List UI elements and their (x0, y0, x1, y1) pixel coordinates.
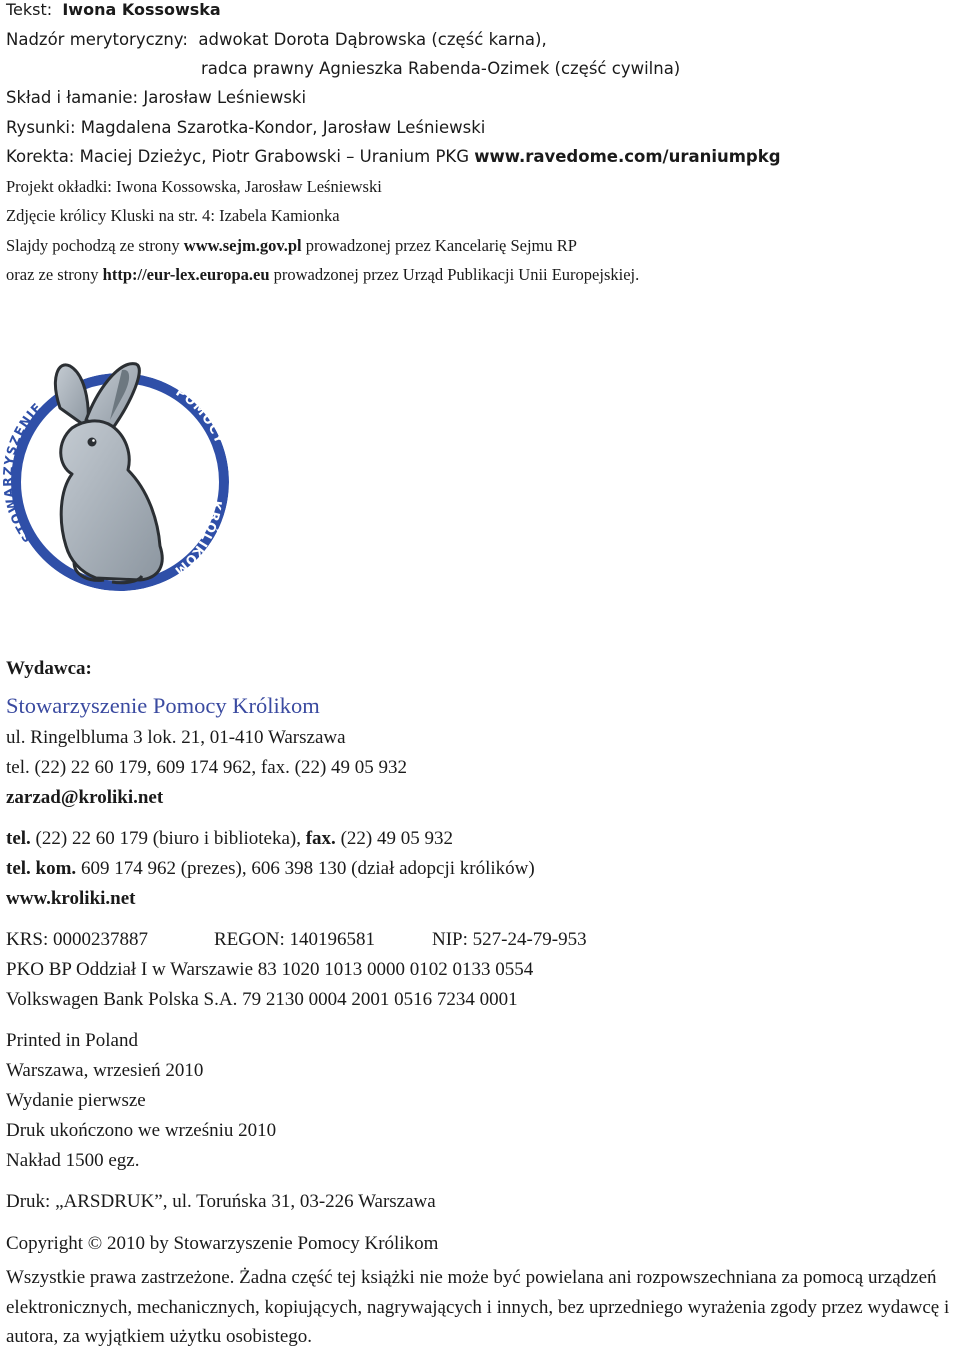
tel-value: (22) 22 60 179 (biuro i biblioteka), (35, 828, 301, 849)
logo-text-top: POMOCY (173, 383, 228, 447)
mobile-label: tel. kom. (6, 858, 77, 879)
fax-value: (22) 49 05 932 (340, 828, 453, 849)
credit-cover: Projekt okładki: Iwona Kossowska, Jarosław Leśniewski (6, 177, 382, 196)
credit-slides-2 (6, 265, 639, 285)
rabbit-icon (55, 364, 162, 583)
credit-layout: Skład i łamanie: Jarosław Leśniewski (6, 88, 307, 107)
credit-text (6, 0, 221, 19)
credit-drawings: Rysunki: Magdalena Szarotka-Kondor, Jarosław Leśniewski (6, 118, 486, 137)
credit-photo: Zdjęcie królicy Kluski na str. 4: Izabela Kamionka (6, 206, 340, 225)
publisher-name: Stowarzyszenie Pomocy Królikom (6, 693, 320, 718)
credit-proofreading-url-bold[interactable]: www.ravedome. (474, 147, 625, 166)
logo-text-right: KRÓLIKOM (171, 499, 226, 580)
credit-slides-1 (6, 236, 577, 256)
krs-number: KRS: 0000237887 (6, 929, 148, 950)
print-completed: Druk ukończono we wrześniu 2010 (6, 1120, 277, 1141)
print-run: Nakład 1500 egz. (6, 1150, 140, 1171)
eurlex-link[interactable]: http://eur-lex.europa.eu (102, 265, 270, 284)
printer-info: Druk: „ARSDRUK”, ul. Toruńska 31, 03-226 Warszawa (6, 1191, 436, 1212)
credit-supervision-2: radca prawny Agnieszka Rabenda-Ozimek (część cywilna) (201, 59, 681, 78)
copyright-notice: Copyright © 2010 by Stowarzyszenie Pomocy Królikom (6, 1233, 439, 1254)
publisher-address: ul. Ringelbluma 3 lok. 21, 01-410 Warszawa (6, 727, 346, 748)
bank-account-vw: Volkswagen Bank Polska S.A. 79 2130 0004 2001 0516 7234 0001 (6, 989, 518, 1010)
publisher-phones: tel. (22) 22 60 179, 609 174 962, fax. (22) 49 05 932 (6, 757, 408, 778)
slides-2-pre: oraz ze strony (6, 265, 99, 284)
sejm-link[interactable]: www.sejm.gov.pl (183, 236, 302, 255)
credit-text-label: Tekst: (6, 0, 53, 19)
mobile-value: 609 174 962 (prezes), 606 398 130 (dział adopcji królików) (80, 858, 535, 879)
slides-2-post: prowadzonej przez Urząd Publikacji Unii Europejskiej. (273, 265, 640, 284)
publisher-website[interactable]: www.kroliki.net (6, 888, 136, 909)
rights-notice: Wszystkie prawa zastrzeżone. Żadna część tej książki nie może być powielana ani rozpowszechniana za pomocą urządzeń elektronicznych, mechanicznych, kopiujących, nagrywających i innych, bez uprzedniego wyrażenia zgody przez wydawcę i autora, za wyjątkiem użytku osobistego. (6, 1267, 950, 1347)
credit-proofreading-text: Korekta: Maciej Dzieżyc, Piotr Grabowski – Uranium PKG (6, 147, 470, 166)
place-date: Warszawa, wrzesień 2010 (6, 1060, 204, 1081)
registry-line (6, 929, 587, 951)
logo-text-left: STOWARZYSZENIE (0, 399, 45, 546)
regon-number: REGON: 140196581 (214, 929, 375, 950)
credit-proofreading-url-rest[interactable]: com/uraniumpkg (624, 147, 781, 166)
slides-1-post: prowadzonej przez Kancelarię Sejmu RP (305, 236, 577, 255)
printed-in: Printed in Poland (6, 1030, 138, 1051)
credit-text-value: Iwona Kossowska (62, 0, 221, 19)
nip-number: NIP: 527-24-79-953 (432, 929, 587, 950)
publisher-email[interactable]: zarzad@kroliki.net (6, 787, 164, 808)
publisher-mobile (6, 858, 535, 880)
tel-label: tel. (6, 828, 31, 849)
publisher-office-phone (6, 828, 453, 850)
credit-supervision-label: Nadzór merytoryczny: (6, 30, 188, 49)
edition: Wydanie pierwsze (6, 1090, 146, 1111)
fax-label: fax. (305, 828, 336, 849)
rabbit-eye-icon (88, 438, 97, 447)
credit-proofreading (6, 147, 781, 166)
slides-1-pre: Slajdy pochodzą ze strony (6, 236, 180, 255)
credit-supervision (6, 30, 547, 49)
bank-account-pko: PKO BP Oddział I w Warszawie 83 1020 1013 0000 0102 0133 0554 (6, 959, 534, 980)
association-logo (0, 350, 240, 600)
publisher-heading: Wydawca: (6, 658, 92, 679)
credit-supervision-1: adwokat Dorota Dąbrowska (część karna), (198, 30, 547, 49)
